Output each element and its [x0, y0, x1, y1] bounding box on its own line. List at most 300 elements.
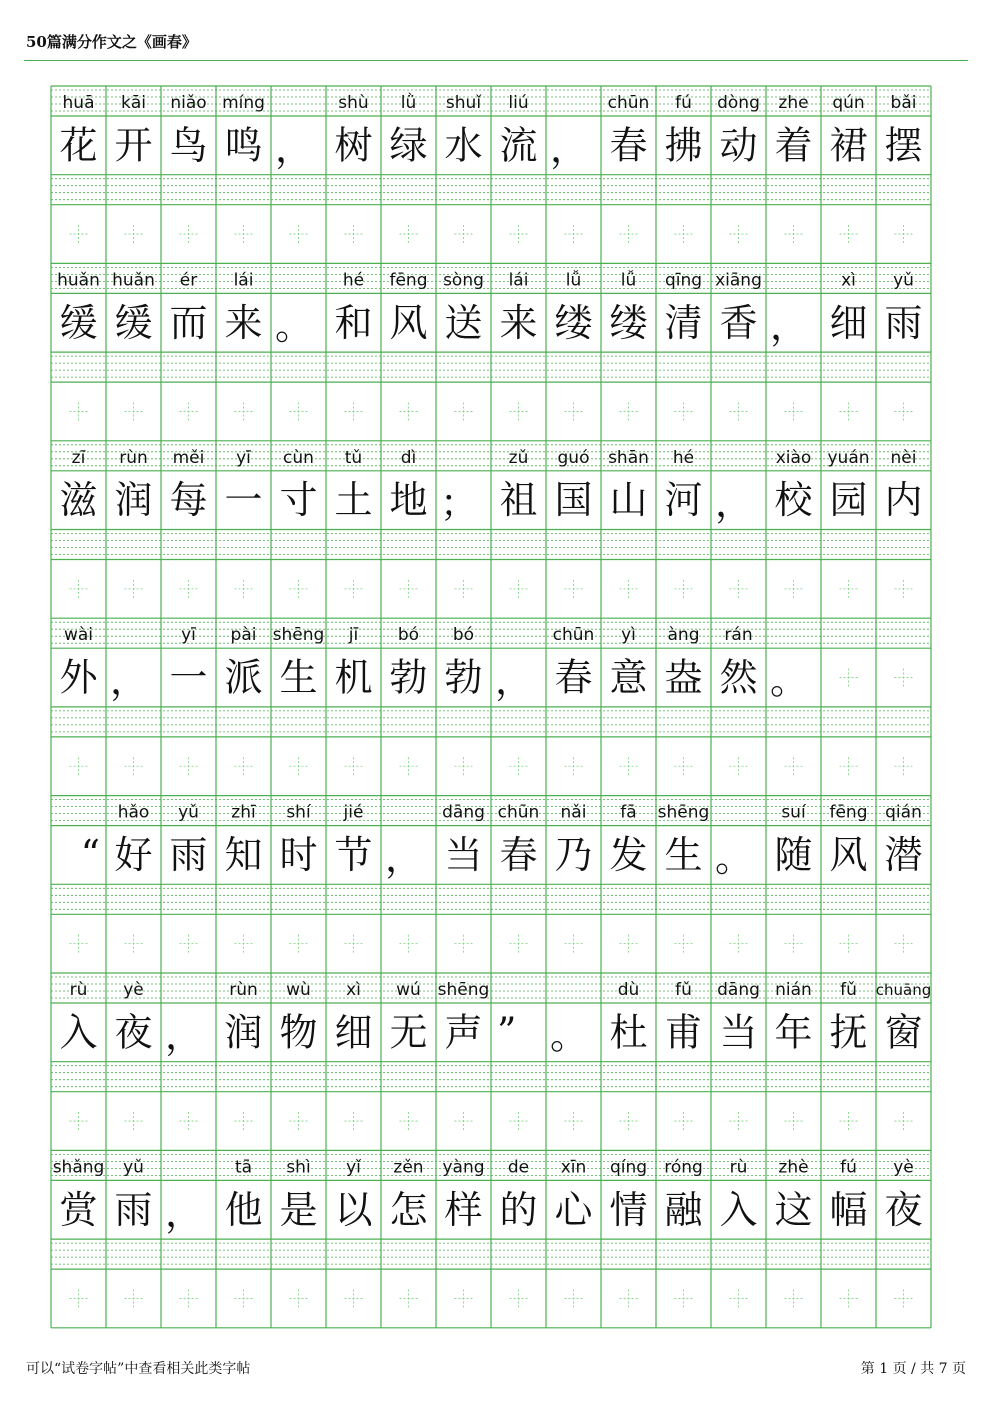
pinyin-label: qián: [885, 802, 922, 823]
pinyin-label: xì: [346, 980, 361, 1000]
hanzi-character: 发: [609, 832, 648, 877]
empty-box-guide: [675, 225, 693, 243]
pinyin-label: bó: [397, 625, 420, 646]
empty-box-guide: [620, 402, 638, 420]
empty-box-guide: [620, 757, 638, 775]
empty-box-guide: [730, 935, 748, 953]
empty-box-guide: [235, 225, 253, 243]
hanzi-character: 来: [499, 300, 538, 345]
hanzi-character: 节: [334, 832, 373, 877]
punctuation-mark: ，: [495, 658, 534, 703]
hanzi-character: 园: [829, 478, 868, 523]
pinyin-label: wài: [63, 625, 94, 646]
empty-box-guide: [125, 1112, 143, 1130]
empty-box-guide: [730, 225, 748, 243]
pinyin-label: chūn: [552, 625, 595, 646]
punctuation-mark: ，: [275, 126, 314, 171]
pinyin-label: fēng: [389, 270, 428, 291]
hanzi-character: 春: [499, 832, 538, 877]
hanzi-character: 生: [664, 832, 703, 877]
pinyin-label: fú: [840, 1157, 857, 1178]
pinyin-label: nián: [775, 980, 812, 1000]
empty-box-guide: [840, 225, 858, 243]
hanzi-character: 缓: [59, 300, 98, 345]
hanzi-character: 校: [774, 478, 813, 523]
empty-box-guide: [455, 1289, 473, 1307]
punctuation-mark: ，: [165, 1190, 204, 1235]
hanzi-character: 雨: [884, 300, 923, 345]
pinyin-label: ér: [179, 270, 198, 291]
empty-box-guide: [840, 1112, 858, 1130]
empty-box-guide: [235, 580, 253, 598]
pinyin-label: fēng: [829, 802, 868, 823]
hanzi-character: 滋: [59, 478, 98, 523]
empty-box-guide: [455, 402, 473, 420]
empty-box-guide: [400, 402, 418, 420]
empty-box-guide: [840, 402, 858, 420]
punctuation-mark: 。: [550, 1013, 589, 1058]
hanzi-character: 是: [279, 1187, 318, 1232]
hanzi-character: 香: [719, 300, 758, 345]
hanzi-character: 的: [499, 1187, 538, 1232]
pinyin-label: tǔ: [344, 447, 363, 468]
empty-box-guide: [180, 402, 198, 420]
empty-box-guide: [565, 757, 583, 775]
pinyin-label: huā: [62, 93, 95, 113]
punctuation-mark: ，: [110, 658, 149, 703]
empty-box-guide: [730, 1112, 748, 1130]
empty-box-guide: [125, 935, 143, 953]
hanzi-character: 样: [444, 1187, 483, 1232]
pinyin-label: rù: [729, 1157, 748, 1178]
hanzi-character: 勃: [389, 655, 428, 700]
empty-box-guide: [895, 225, 913, 243]
pinyin-label: de: [507, 1157, 530, 1178]
hanzi-character: 无: [389, 1010, 428, 1055]
hanzi-character: 当: [719, 1010, 758, 1055]
hanzi-character: 细: [829, 300, 868, 345]
empty-box-guide: [290, 1112, 308, 1130]
pinyin-label: niǎo: [170, 93, 207, 113]
page-number: 第 1 页 / 共 7 页: [860, 1361, 966, 1377]
pinyin-label: huǎn: [112, 270, 155, 291]
empty-box-guide: [345, 225, 363, 243]
pinyin-label: yǔ: [178, 802, 199, 823]
hanzi-character: 意: [609, 655, 648, 700]
hanzi-character: 窗: [884, 1010, 923, 1055]
empty-box-guide: [895, 1112, 913, 1130]
hanzi-character: 地: [389, 478, 428, 523]
empty-box-guide: [895, 669, 913, 687]
empty-box-guide: [290, 402, 308, 420]
pinyin-label: lǜ: [400, 93, 417, 113]
empty-box-guide: [510, 757, 528, 775]
pinyin-label: yuán: [827, 447, 870, 468]
empty-box-guide: [620, 580, 638, 598]
empty-box-guide: [345, 580, 363, 598]
hanzi-character: 拂: [664, 123, 703, 168]
hanzi-character: 送: [444, 300, 483, 345]
hanzi-character: 缕: [609, 300, 648, 345]
pinyin-label: yǔ: [123, 1157, 144, 1178]
hanzi-character: 国: [554, 478, 593, 523]
empty-box-guide: [840, 935, 858, 953]
punctuation-mark: 。: [715, 835, 754, 880]
empty-box-guide: [400, 225, 418, 243]
pinyin-label: yī: [236, 447, 251, 468]
hanzi-character: 细: [334, 1010, 373, 1055]
empty-box-guide: [620, 1112, 638, 1130]
empty-box-guide: [785, 402, 803, 420]
empty-box-guide: [235, 402, 253, 420]
hanzi-character: 缓: [114, 300, 153, 345]
pinyin-label: shì: [286, 1157, 311, 1178]
pinyin-label: qún: [832, 93, 865, 113]
hanzi-character: 动: [719, 123, 758, 168]
empty-box-guide: [125, 580, 143, 598]
empty-box-guide: [125, 1289, 143, 1307]
empty-box-guide: [455, 757, 473, 775]
hanzi-character: 杜: [609, 1010, 648, 1055]
empty-box-guide: [565, 935, 583, 953]
punctuation-mark: ，: [715, 481, 754, 526]
hanzi-character: 以: [334, 1187, 373, 1232]
pinyin-label: zī: [71, 447, 86, 468]
empty-box-guide: [180, 225, 198, 243]
pinyin-label: fú: [675, 93, 692, 113]
empty-box-guide: [345, 757, 363, 775]
empty-box-guide: [730, 757, 748, 775]
hanzi-character: 和: [334, 300, 373, 345]
pinyin-label: zhī: [231, 802, 256, 823]
pinyin-label: nǎi: [560, 802, 587, 823]
empty-box-guide: [180, 935, 198, 953]
pinyin-label: hé: [672, 447, 695, 468]
hanzi-character: 派: [224, 655, 263, 700]
hanzi-character: 幅: [829, 1187, 868, 1232]
empty-box-guide: [675, 580, 693, 598]
empty-box-guide: [345, 935, 363, 953]
pinyin-label: zǔ: [508, 447, 529, 468]
empty-box-guide: [400, 580, 418, 598]
hanzi-character: 流: [499, 123, 538, 168]
hanzi-character: 外: [59, 655, 98, 700]
pinyin-label: zěn: [393, 1157, 424, 1178]
empty-box-guide: [895, 580, 913, 598]
pinyin-label: dù: [617, 980, 640, 1000]
hanzi-character: 河: [664, 478, 703, 523]
empty-box-guide: [895, 757, 913, 775]
empty-box-guide: [180, 757, 198, 775]
empty-box-guide: [675, 402, 693, 420]
pinyin-label: nèi: [890, 447, 917, 468]
empty-box-guide: [290, 757, 308, 775]
hanzi-character: 每: [169, 478, 208, 523]
pinyin-label: hǎo: [117, 802, 150, 823]
hanzi-character: 绿: [389, 123, 428, 168]
empty-box-guide: [675, 935, 693, 953]
empty-box-guide: [510, 1289, 528, 1307]
pinyin-label: yì: [621, 625, 636, 646]
empty-box-guide: [675, 1112, 693, 1130]
hanzi-character: 祖: [499, 478, 538, 523]
pinyin-label: jī: [348, 625, 359, 646]
empty-box-guide: [345, 1112, 363, 1130]
empty-box-guide: [125, 225, 143, 243]
pinyin-label: wú: [396, 980, 421, 1000]
hanzi-character: 一: [169, 655, 208, 700]
pinyin-label: fǔ: [840, 980, 857, 1000]
hanzi-character: 夜: [884, 1187, 923, 1232]
pinyin-label: kāi: [121, 93, 146, 113]
hanzi-character: 时: [279, 832, 318, 877]
hanzi-character: 裙: [829, 123, 868, 168]
hanzi-character: 他: [224, 1187, 263, 1232]
empty-box-guide: [565, 225, 583, 243]
pinyin-label: wù: [286, 980, 311, 1000]
hanzi-character: 雨: [114, 1187, 153, 1232]
empty-box-guide: [510, 402, 528, 420]
pinyin-label: lái: [508, 270, 529, 291]
empty-box-guide: [840, 757, 858, 775]
hanzi-character: 着: [774, 123, 813, 168]
hanzi-character: 物: [279, 1010, 318, 1055]
punctuation-mark: 。: [770, 658, 809, 703]
hanzi-character: 雨: [169, 832, 208, 877]
empty-box-guide: [180, 1112, 198, 1130]
empty-box-guide: [510, 580, 528, 598]
hanzi-character: 心: [554, 1187, 593, 1232]
empty-box-guide: [290, 935, 308, 953]
hanzi-character: 内: [884, 478, 923, 523]
empty-box-guide: [565, 402, 583, 420]
hanzi-character: 好: [114, 832, 153, 877]
empty-box-guide: [895, 935, 913, 953]
empty-box-guide: [895, 402, 913, 420]
hanzi-character: 机: [334, 655, 373, 700]
hanzi-character: 而: [169, 300, 208, 345]
pinyin-label: shēng: [437, 980, 490, 1000]
hanzi-character: 乃: [554, 832, 593, 877]
empty-box-guide: [345, 402, 363, 420]
hanzi-character: 然: [719, 655, 758, 700]
pinyin-label: chūn: [607, 93, 650, 113]
pinyin-label: pài: [230, 625, 257, 646]
hanzi-character: 春: [609, 123, 648, 168]
pinyin-label: qíng: [609, 1157, 648, 1178]
pinyin-label: xiào: [775, 447, 812, 468]
hanzi-character: 春: [554, 655, 593, 700]
empty-box-guide: [290, 1289, 308, 1307]
hanzi-character: 摆: [884, 123, 923, 168]
footer-note: 可以“试卷字帖”中查看相关此类字帖: [26, 1361, 251, 1377]
punctuation-mark: ；: [440, 481, 479, 526]
pinyin-label: lǚ: [620, 270, 637, 291]
pinyin-label: xiāng: [715, 270, 762, 291]
pinyin-label: rán: [724, 625, 753, 646]
hanzi-character: 当: [444, 832, 483, 877]
empty-box-guide: [455, 1112, 473, 1130]
pinyin-label: chūn: [497, 802, 540, 823]
hanzi-character: 怎: [389, 1187, 428, 1232]
pinyin-label: shēng: [657, 802, 710, 823]
empty-box-guide: [675, 757, 693, 775]
hanzi-character: 土: [334, 478, 373, 523]
empty-box-guide: [785, 580, 803, 598]
empty-box-guide: [70, 935, 88, 953]
pinyin-label: tā: [234, 1157, 253, 1178]
pinyin-label: yè: [123, 980, 144, 1000]
pinyin-label: suí: [781, 802, 806, 823]
empty-box-guide: [235, 1289, 253, 1307]
pinyin-label: shǎng: [52, 1157, 105, 1178]
pinyin-label: yàng: [442, 1157, 485, 1178]
pinyin-label: rù: [69, 980, 88, 1000]
pinyin-label: fā: [620, 802, 637, 823]
empty-box-guide: [565, 1289, 583, 1307]
hanzi-character: 风: [829, 832, 868, 877]
hanzi-character: 生: [279, 655, 318, 700]
pinyin-label: cùn: [283, 447, 314, 468]
punctuation-mark: ，: [550, 126, 589, 171]
hanzi-character: 盎: [664, 655, 703, 700]
hanzi-character: 开: [114, 123, 153, 168]
empty-box-guide: [785, 935, 803, 953]
empty-box-guide: [510, 1112, 528, 1130]
empty-box-guide: [785, 225, 803, 243]
hanzi-character: 入: [59, 1010, 98, 1055]
pinyin-label: dòng: [717, 93, 760, 113]
empty-box-guide: [840, 1289, 858, 1307]
pinyin-label: hé: [342, 270, 365, 291]
hanzi-character: 寸: [279, 478, 318, 523]
hanzi-character: 鸣: [224, 123, 263, 168]
pinyin-label: yǔ: [893, 270, 914, 291]
empty-box-guide: [70, 402, 88, 420]
hanzi-character: 赏: [59, 1187, 98, 1232]
pinyin-label: měi: [172, 447, 205, 468]
hanzi-character: 润: [224, 1010, 263, 1055]
hanzi-character: 花: [59, 123, 98, 168]
punctuation-mark: “: [80, 831, 100, 876]
empty-box-guide: [235, 757, 253, 775]
empty-box-guide: [70, 580, 88, 598]
empty-box-guide: [400, 1112, 418, 1130]
pinyin-label: shù: [338, 93, 369, 113]
empty-box-guide: [675, 1289, 693, 1307]
hanzi-character: 润: [114, 478, 153, 523]
empty-box-guide: [730, 580, 748, 598]
pinyin-label: rùn: [119, 447, 148, 468]
empty-box-guide: [70, 225, 88, 243]
hanzi-character: 鸟: [169, 123, 208, 168]
empty-box-guide: [290, 225, 308, 243]
pinyin-label: bó: [452, 625, 475, 646]
empty-box-guide: [565, 580, 583, 598]
pinyin-label: huǎn: [57, 270, 100, 291]
pinyin-label: dāng: [442, 802, 485, 823]
hanzi-character: 来: [224, 300, 263, 345]
hanzi-character: 甫: [664, 1010, 703, 1055]
hanzi-character: 声: [444, 1010, 483, 1055]
punctuation-mark: ，: [165, 1013, 204, 1058]
pinyin-label: chuāng: [875, 981, 932, 999]
pinyin-label: guó: [557, 447, 590, 468]
pinyin-label: bǎi: [890, 93, 917, 113]
empty-box-guide: [70, 757, 88, 775]
punctuation-mark: ”: [497, 1009, 517, 1054]
pinyin-label: lái: [233, 270, 254, 291]
pinyin-label: xì: [841, 270, 856, 291]
empty-box-guide: [840, 580, 858, 598]
empty-box-guide: [180, 580, 198, 598]
pinyin-label: qīng: [664, 270, 703, 291]
empty-box-guide: [620, 225, 638, 243]
hanzi-character: 树: [334, 123, 373, 168]
hanzi-character: 一: [224, 478, 263, 523]
hanzi-character: 入: [719, 1187, 758, 1232]
empty-box-guide: [400, 935, 418, 953]
hanzi-character: 抚: [829, 1010, 868, 1055]
hanzi-character: 夜: [114, 1010, 153, 1055]
empty-box-guide: [785, 1112, 803, 1130]
pinyin-label: róng: [664, 1157, 703, 1178]
pinyin-label: liú: [508, 93, 529, 113]
hanzi-character: 融: [664, 1187, 703, 1232]
page-title: 50篇满分作文之《画春》: [26, 33, 197, 51]
pinyin-label: shí: [286, 802, 311, 823]
empty-box-guide: [125, 402, 143, 420]
pinyin-label: xīn: [560, 1157, 587, 1178]
empty-box-guide: [400, 1289, 418, 1307]
empty-box-guide: [290, 580, 308, 598]
empty-box-guide: [180, 1289, 198, 1307]
pinyin-label: yè: [893, 1157, 914, 1178]
pinyin-label: dì: [400, 447, 417, 468]
pinyin-label: shēng: [272, 625, 325, 646]
pinyin-label: àng: [667, 625, 700, 646]
hanzi-character: 山: [609, 478, 648, 523]
empty-box-guide: [510, 935, 528, 953]
empty-box-guide: [620, 1289, 638, 1307]
pinyin-label: lǚ: [565, 270, 582, 291]
empty-box-guide: [70, 1289, 88, 1307]
empty-box-guide: [620, 935, 638, 953]
pinyin-label: shuǐ: [445, 93, 482, 113]
pinyin-label: zhe: [778, 93, 809, 113]
empty-box-guide: [235, 1112, 253, 1130]
empty-box-guide: [840, 669, 858, 687]
pinyin-label: dāng: [717, 980, 760, 1000]
pinyin-label: fǔ: [675, 980, 692, 1000]
empty-box-guide: [400, 757, 418, 775]
pinyin-label: sòng: [443, 270, 484, 291]
pinyin-label: yī: [181, 625, 196, 646]
empty-box-guide: [785, 757, 803, 775]
empty-box-guide: [895, 1289, 913, 1307]
hanzi-character: 风: [389, 300, 428, 345]
punctuation-mark: 。: [275, 303, 314, 348]
hanzi-character: 水: [444, 123, 483, 168]
hanzi-character: 潜: [884, 832, 923, 877]
hanzi-character: 缕: [554, 300, 593, 345]
pinyin-label: zhè: [778, 1157, 809, 1178]
punctuation-mark: ，: [385, 835, 424, 880]
empty-box-guide: [235, 935, 253, 953]
empty-box-guide: [510, 225, 528, 243]
empty-box-guide: [565, 1112, 583, 1130]
pinyin-label: jié: [343, 802, 364, 823]
